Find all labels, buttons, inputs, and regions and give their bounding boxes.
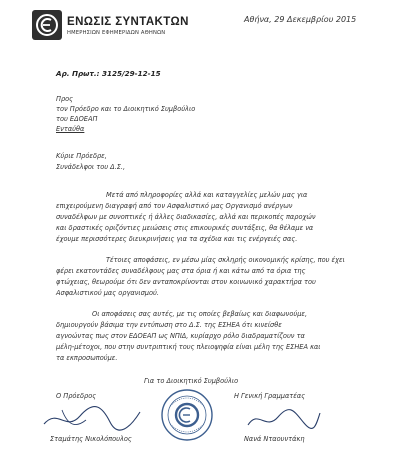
- body-line: μέλη-μέτοχοι, που στην συντριπτική τους πλειοψηφία είναι μέλη της ΕΣΗΕΑ και: [56, 343, 321, 351]
- greeting-line: Συνάδελφοι του Δ.Σ.,: [56, 163, 126, 171]
- secretary-signature: [244, 405, 324, 433]
- recipient-line: τον Πρόεδρο και το Διοικητικό Συμβούλιο: [56, 105, 196, 113]
- place-date: Αθήνα, 29 Δεκεμβρίου 2015: [244, 15, 357, 24]
- body-line: φτώχειας, θεωρούμε ότι δεν ανταποκρίνονται στον κοινωνικό χαρακτήρα του: [56, 278, 316, 286]
- org-subtitle: ΗΜΕΡΗΣΙΩΝ ΕΦΗΜΕΡΙΔΩΝ ΑΘΗΝΩΝ: [67, 30, 166, 36]
- official-stamp: [160, 388, 214, 442]
- president-name: Σταμάτης Νικολόπουλος: [50, 435, 132, 443]
- president-title: Ο Πρόεδρος: [56, 392, 97, 400]
- union-logo: [32, 10, 62, 40]
- recipient-line: Προς: [56, 95, 74, 103]
- body-line: Ασφαλιστικού μας οργανισμού.: [56, 289, 159, 297]
- body-line: έχουμε περισσότερες διευκρινήσεις για τα σχέδια και τις ενέργειές σας.: [56, 235, 298, 243]
- body-line: φέρει εκατοντάδες συναδέλφους μας στα όρια ή και κάτω από τα όρια της: [56, 267, 306, 275]
- closing-for-board: Για το Διοικητικό Συμβούλιο: [144, 377, 239, 385]
- body-line: Μετά από πληροφορίες αλλά και καταγγελίες μελών μας για: [106, 191, 308, 199]
- body-line: επιχειρούμενη διαγραφή από τον Ασφαλιστικό μας Οργανισμό ανέργων: [56, 202, 293, 210]
- secretary-name: Νανά Νταουντάκη: [244, 435, 305, 443]
- secretary-title: Η Γενική Γραμματέας: [234, 392, 306, 400]
- president-signature: [40, 402, 145, 434]
- protocol-number: Αρ. Πρωτ.: 3125/29-12-15: [56, 69, 161, 78]
- greeting-line: Κύριε Πρόεδρε,: [56, 152, 107, 160]
- body-line: Οι αποφάσεις σας αυτές, με τις οποίες βεβαίως και διαφωνούμε,: [92, 310, 308, 318]
- recipient-line: Ενταύθα: [56, 125, 85, 133]
- body-line: Τέτοιες αποφάσεις, εν μέσω μίας σκληρής οικονομικής κρίσης, που έχει: [106, 256, 345, 264]
- body-line: και δραστικές οριζόντιες μειώσεις στις επικουρικές συντάξεις, θα θέλαμε να: [56, 224, 314, 232]
- body-line: συναδέλφων με συνοπτικές ή άλλες διαδικασίες, αλλά και περικοπές παροχών: [56, 213, 316, 221]
- body-line: δημιουργούν βάσιμα την εντύπωση στο Δ.Σ. της ΕΣΗΕΑ ότι κινείσθε: [56, 321, 282, 329]
- body-line: αγνοώντας πως στον ΕΔΟΕΑΠ ως ΝΠΙΔ, κυρίαρχο ρόλο διαδραματίζουν τα: [56, 332, 305, 340]
- body-line: τα εκπροσωπούμε.: [56, 354, 118, 362]
- org-name: ΕΝΩΣΙΣ ΣΥΝΤΑΚΤΩΝ: [67, 16, 189, 28]
- recipient-line: του ΕΔΟΕΑΠ: [56, 115, 98, 123]
